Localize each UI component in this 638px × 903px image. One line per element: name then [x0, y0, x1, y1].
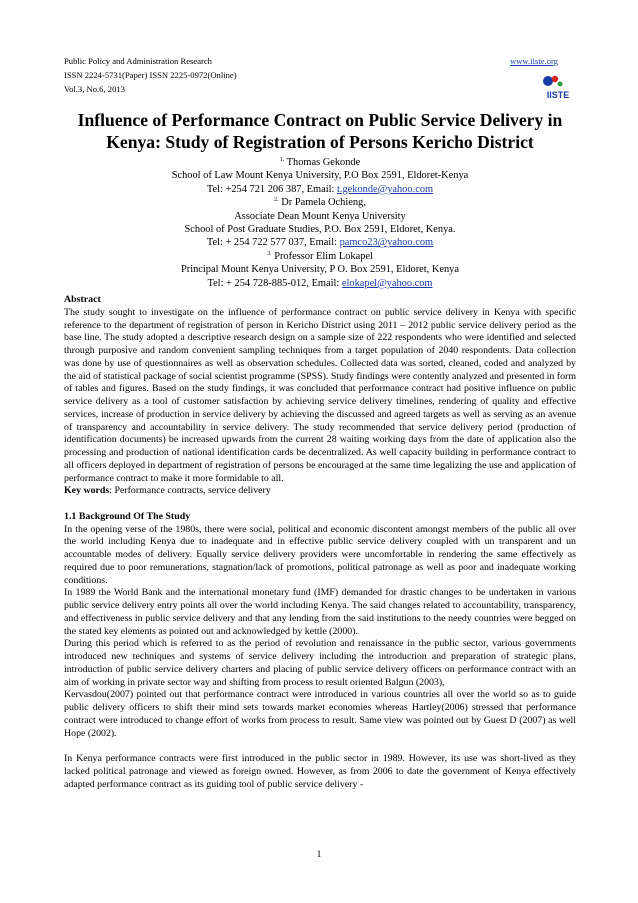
section-heading: 1.1 Background Of The Study [64, 510, 191, 522]
author-2-name: $^{2.}$ Dr Pamela Ochieng, [274, 197, 366, 209]
svg-text:IISTE: IISTE [546, 90, 570, 100]
abstract-text: The study sought to investigate on the influence of performance contract on public service delivery in Kenya with specific reference to the department of registration of person in Kericho District using 2011 – 2012 public service delivery period as the base line. The study adopted a descriptive research design on a sample size of 222 respondents who were identified and selected through purposive and random convenient sampling techniques from a target population of 2040 respondents. Data collection was done by use of questionnaires as well as observation schedules. Collected data was sorted, cleaned, coded and analyzed by the aid of statistical package of social scientist programme (SPSS). Study findings were contently analyzed and presented in form of tables and figures. Based on the study findings, it was concluded that performance contract had positive influence on public service delivery as a tool of customer satisfaction by achieving service delivery timelines, rendering of quality and effective services, increase of production in service delivery by achieving the discussed and agreed targets as well as serving as an avenue of transparency and accountability in service delivery. The study recommended that service delivery period (production of identification documents) be increased upwards from the current 28 waiting working days from the date of application also the processing and production of national identification cards be decentralized. As well capacity building in performance contract to all officers deployed in department of registration of persons be encouraged at the same time legalizing the use and application of performance contract to make it more formidable to all. [64, 306, 576, 484]
author-2-role: Associate Dean Mount Kenya University [234, 210, 406, 222]
author-1-email-link[interactable]: t.gekonde@yahoo.com [336, 183, 434, 195]
title-line-1: Influence of Performance Contract on Public Service Delivery in [77, 110, 563, 130]
author-3-name: $^{3.}$ Professor Elim Lokapel [267, 250, 373, 262]
author-2-email-link[interactable]: pamco23@yahoo.com [339, 237, 434, 249]
journal-url-link[interactable]: www.iiste.org [510, 56, 558, 66]
paper-body [64, 294, 576, 791]
author-3-affiliation: Principal Mount Kenya University, P O. Box 2591, Eldoret, Kenya [180, 264, 459, 276]
journal-name: Public Policy and Administration Research [64, 56, 212, 66]
author-3-contact: Tel: + 254 728-885-012, Email: elokapel@yahoo.com [207, 277, 433, 289]
abstract-heading: Abstract [64, 294, 101, 305]
keywords: Key words: Performance contracts, service delivery [64, 485, 271, 497]
author-block [64, 156, 576, 290]
author-1-affiliation: School of Law Mount Kenya University, P.O Box 2591, Eldoret-Kenya [171, 170, 469, 182]
body-paragraph-1: In the opening verse of the 1980s, there were social, political and economic discontent amongst members of the public all over the world including Kenya due to inadequate and in effective public service delivery coupled with un transparent and un accountable modes of delivery. Equally service delivery providers were uncomfortable in rendering the same effectively as required due to poor remunerations, stagnation/lack of promotions, political patronage as well as poor and inadequate working conditions. [64, 523, 576, 586]
body-paragraph-2: In 1989 the World Bank and the international monetary fund (IMF) demanded for drastic changes to be undertaken in various public service delivery entry points all over the world including Kenya. The said changes related to accountability, transparency, and effectiveness in public service delivery and that any lending from the said institutions to the needy countries were begged on the stated key elements as pointed out and acknowledged by kettle (2000). [64, 587, 576, 637]
author-3-email-link[interactable]: elokapel@yahoo.com [341, 277, 433, 289]
journal-issn: ISSN 2224-5731(Paper) ISSN 2225-0972(Online) [64, 70, 237, 80]
title-line-2: Kenya: Study of Registration of Persons Kericho District [106, 132, 534, 152]
body-paragraph-5: In Kenya performance contracts were first introduced in the public sector in 1989. However, its use was short-lived as they lacked political patronage and viewed as foreign owned. However, as from 2006 to date the government of Kenya effectively adapted performance contract as its guiding tool of public service delivery - [64, 753, 576, 790]
iiste-logo [540, 73, 576, 101]
author-2-contact: Tel: + 254 722 577 037, Email: pamco23@yahoo.com [206, 237, 434, 249]
body-paragraph-4: Kervasdou(2007) pointed out that performance contract were introduced in various countries all over the world so as to guide public delivery officers to shift their mind sets towards market economies whereas Hartley(2006) stressed that performance contract were introduced to change effort of works from process to result. Same view was pointed out by Guest D (2007) as well Hope (2002). [64, 689, 576, 739]
body-paragraph-3: During this period which is referred to as the period of revolution and renaissance in the public sector, various governments introduced new techniques and systems of service delivery including the introduction and preparation of strategic plans, introduction of public service delivery charters and placing of public service delivery officers on performance contract with an aim of working in private sector way and shifting from process to result oriented Balgun (2003), [64, 638, 576, 688]
paper-title [64, 109, 576, 153]
author-2-affiliation: School of Post Graduate Studies, P.O. Box 2591, Eldoret, Kenya. [184, 224, 456, 236]
journal-volume: Vol.3, No.6, 2013 [64, 84, 125, 94]
page-number: 1 [316, 849, 322, 860]
author-1-name: $^{1.}$ Thomas Gekonde [279, 157, 361, 168]
author-1-contact: Tel: +254 721 206 387, Email: t.gekonde@yahoo.com [206, 183, 434, 195]
